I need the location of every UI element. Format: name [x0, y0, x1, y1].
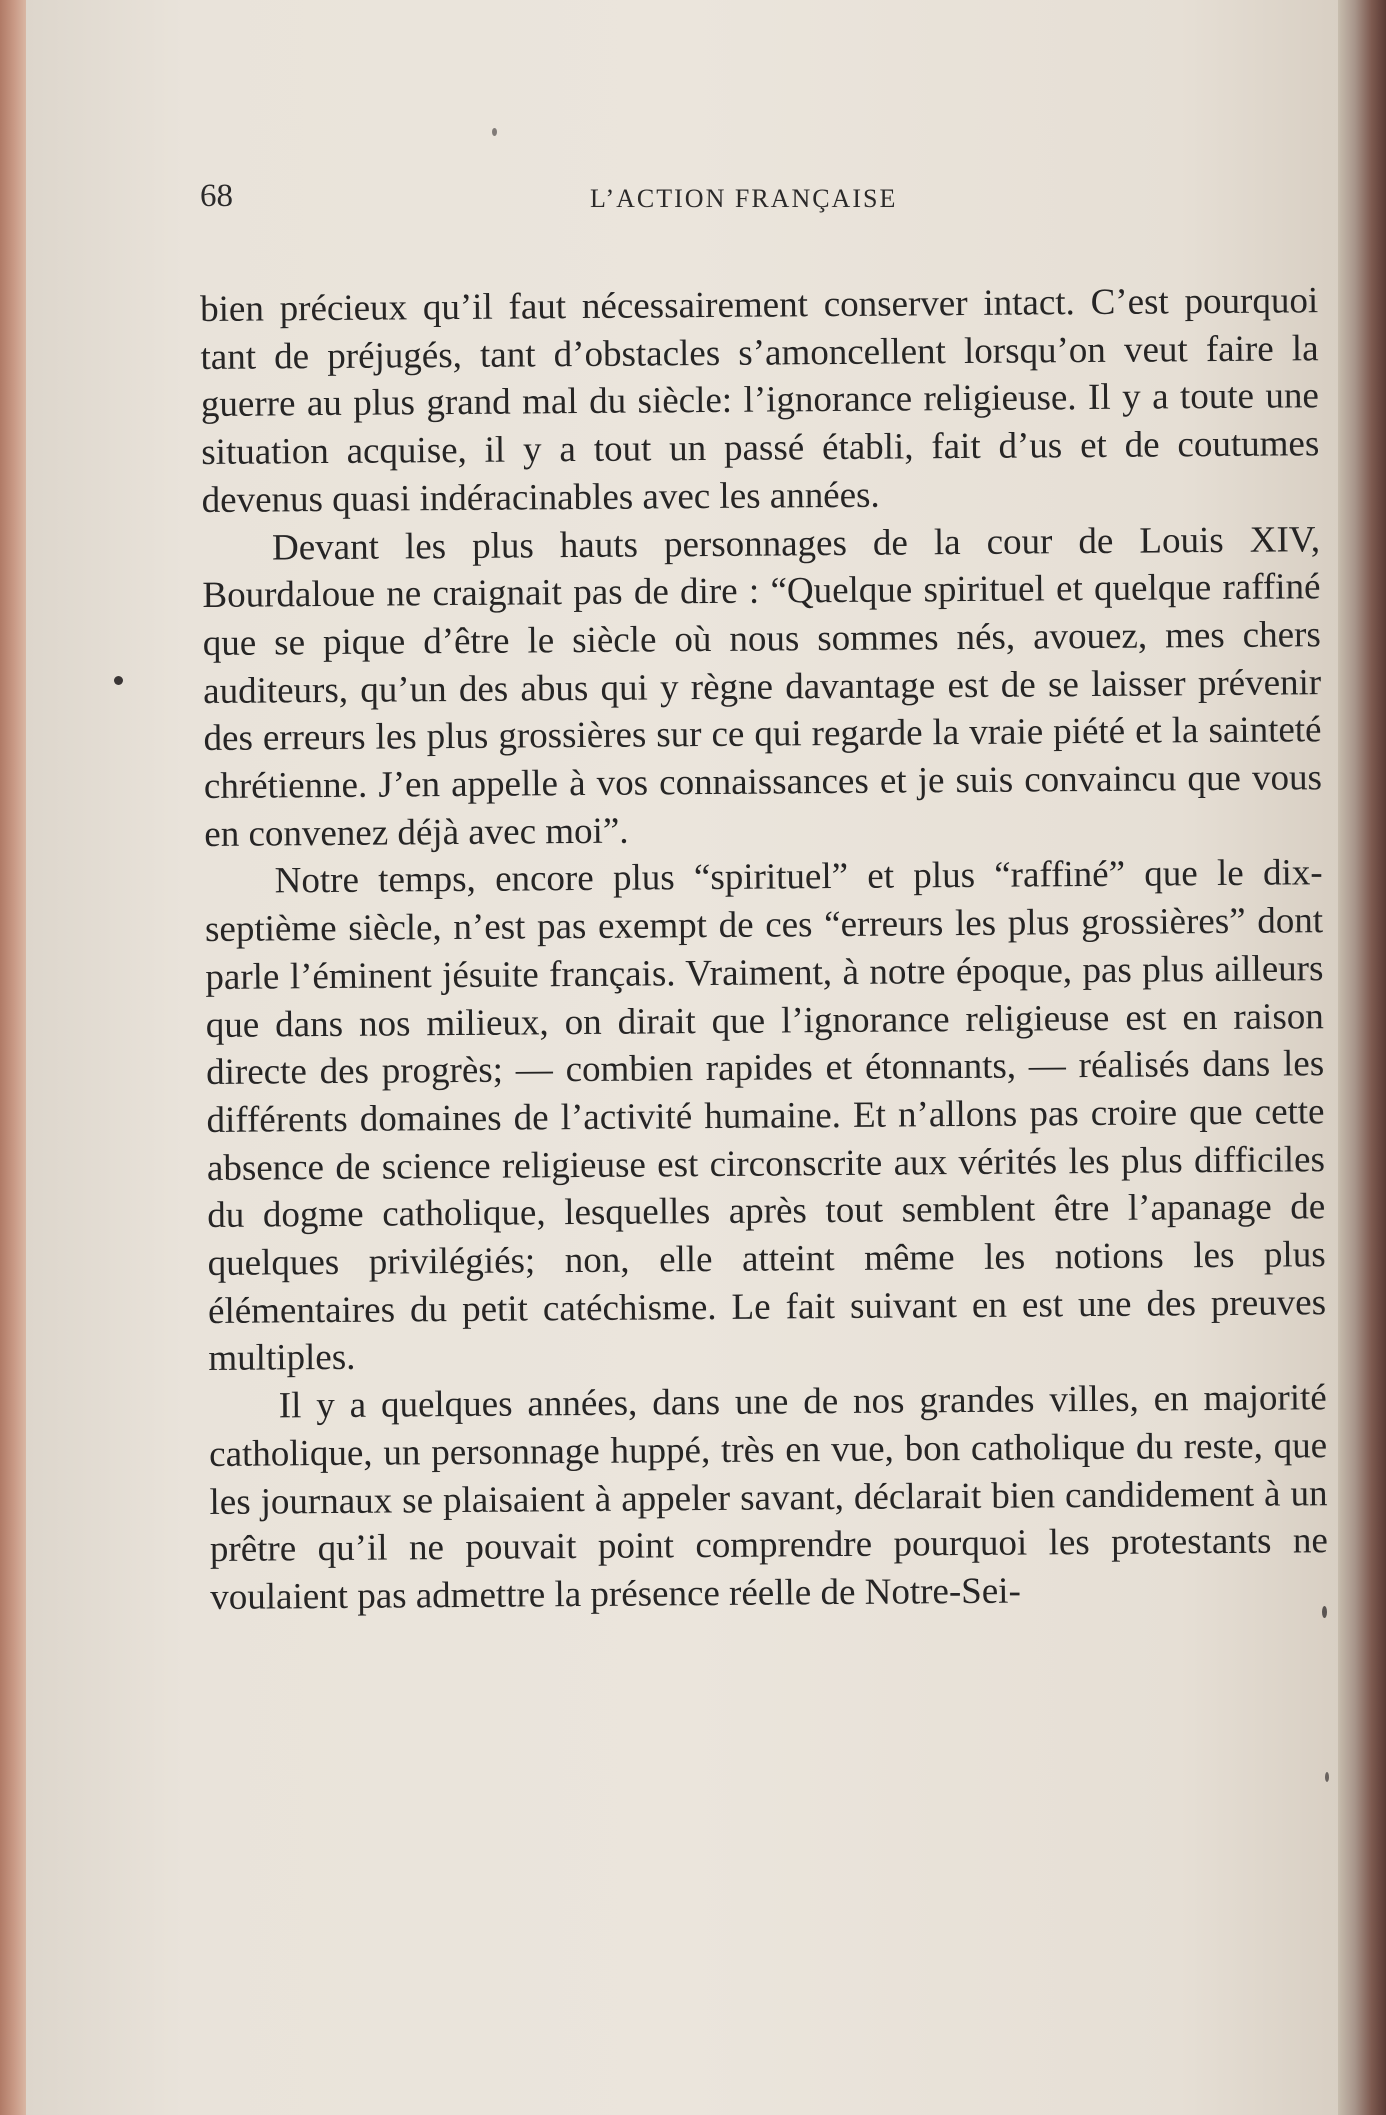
running-title: L’ACTION FRANÇAISE [590, 184, 898, 213]
running-head [200, 178, 1320, 228]
page-stack-edge-right [1338, 0, 1386, 2115]
page-stack-edge-left [0, 0, 26, 2115]
ink-speck [114, 676, 123, 685]
paragraph-1: bien précieux qu’il faut nécessairement conserver intact. C’est pourquoi tant de préjugés, tant d’obstacles s’amoncellent lorsqu’on veut faire la guerre au plus grand mal du siècle: l’ignorance religieuse. Il y a toute une situation acquise, il y a tout un passé établi, fait d’us et de coutumes devenus quasi indéracinables avec les années. [200, 280, 1320, 521]
ink-speck [1322, 1606, 1327, 1618]
ink-speck [492, 128, 497, 136]
ink-speck [1325, 1772, 1329, 1782]
book-page [26, 0, 1338, 2115]
paragraph-4: Il y a quelques années, dans une de nos grandes villes, en majorité catholique, un personnage huppé, très en vue, bon catholique du reste, que les journaux se plaisaient à appeler savant, déclarait bien candidement à un prêtre qu’il ne pouvait point comprendre pourquoi les protestants ne voulaient pas admettre la présence réelle de Notre-Sei- [209, 1377, 1329, 1618]
page-number: 68 [200, 178, 233, 214]
body-text [200, 277, 1328, 1621]
paragraph-2: Devant les plus hauts personnages de la cour de Louis XIV, Bourdaloue ne craignait pas de dire : “Quelque spirituel et quelque raffiné que se pique d’être le siècle où nous sommes nés, avouez, mes chers auditeurs, qu’un des abus qui y règne davantage est de se laisser prévenir des erreurs les plus grossières sur ce qui regarde la vraie piété et la sainteté chrétienne. J’en appelle à vos connaissances et je suis convaincu que vous en convenez déjà avec moi”. [202, 518, 1323, 855]
paragraph-3: Notre temps, encore plus “spirituel” et plus “raffiné” que le dix-septième siècle, n’est pas exempt de ces “erreurs les plus grossières” dont parle l’éminent jésuite français. Vraiment, à notre époque, pas plus ailleurs que dans nos milieux, on dirait que l’ignorance religieuse est en raison directe des progrès; — combien rapides et étonnants, — réalisés dans les différents domaines de l’activité humaine. Et n’allons pas croire que cette absence de science religieuse est circonscrite aux vérités les plus difficiles du dogme catholique, lesquelles après tout semblent être l’apanage de quelques privilégiés; non, elle atteint même les notions les plus élémentaires du petit catéchisme. Le fait suivant en est une des preuves multiples. [204, 852, 1327, 1380]
